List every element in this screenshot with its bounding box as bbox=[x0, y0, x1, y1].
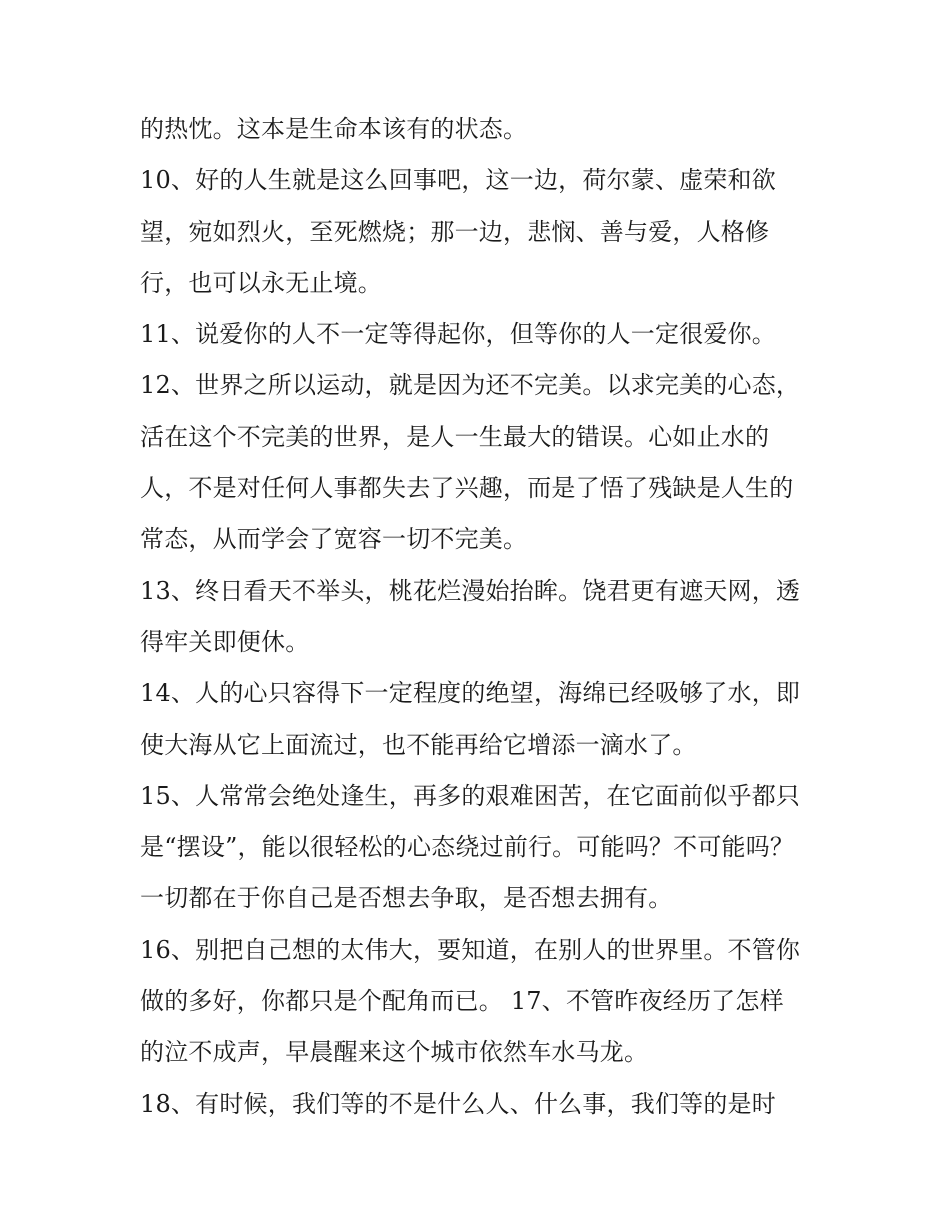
text-line: 是“摆设”，能以很轻松的心态绕过前行。可能吗？不可能吗？ bbox=[140, 833, 795, 862]
text-line: 常态，从而学会了宽容一切不完美。 bbox=[140, 525, 528, 554]
text-line: 得牢关即便休。 bbox=[140, 627, 310, 656]
text-line: 望，宛如烈火，至死燃烧；那一边，悲悯、善与爱，人格修 bbox=[140, 217, 770, 246]
text-line: 活在这个不完美的世界，是人一生最大的错误。心如止水的 bbox=[140, 422, 770, 451]
body-text bbox=[140, 104, 820, 1130]
text-line: 15、人常常会绝处逢生，再多的艰难困苦，在它面前似乎都只 bbox=[140, 781, 801, 810]
text-line: 一切都在于你自己是否想去争取，是否想去拥有。 bbox=[140, 884, 673, 913]
text-line: 13、终日看天不举头，桃花烂漫始抬眸。饶君更有遮天网，透 bbox=[140, 576, 801, 605]
text-line: 16、别把自己想的太伟大，要知道，在别人的世界里。不管你 bbox=[140, 935, 801, 964]
text-line: 的泣不成声，早晨醒来这个城市依然车水马龙。 bbox=[140, 1038, 649, 1067]
text-line: 做的多好，你都只是个配角而已。 17、不管昨夜经历了怎样 bbox=[140, 987, 784, 1016]
text-line: 行，也可以永无止境。 bbox=[140, 268, 382, 297]
text-line: 18、有时候，我们等的不是什么人、什么事，我们等的是时 bbox=[140, 1089, 776, 1118]
text-line: 使大海从它上面流过，也不能再给它增添一滴水了。 bbox=[140, 730, 697, 759]
text-line: 11、说爱你的人不一定等得起你，但等你的人一定很爱你。 bbox=[140, 320, 776, 349]
text-line: 10、好的人生就是这么回事吧，这一边，荷尔蒙、虚荣和欲 bbox=[140, 166, 776, 195]
text-line: 人，不是对任何人事都失去了兴趣，而是了悟了残缺是人生的 bbox=[140, 474, 794, 503]
text-line: 14、人的心只容得下一定程度的绝望，海绵已经吸够了水，即 bbox=[140, 679, 801, 708]
text-line: 12、世界之所以运动，就是因为还不完美。以求完美的心态， bbox=[140, 371, 801, 400]
text-line: 的热忱。这本是生命本该有的状态。 bbox=[140, 115, 528, 143]
